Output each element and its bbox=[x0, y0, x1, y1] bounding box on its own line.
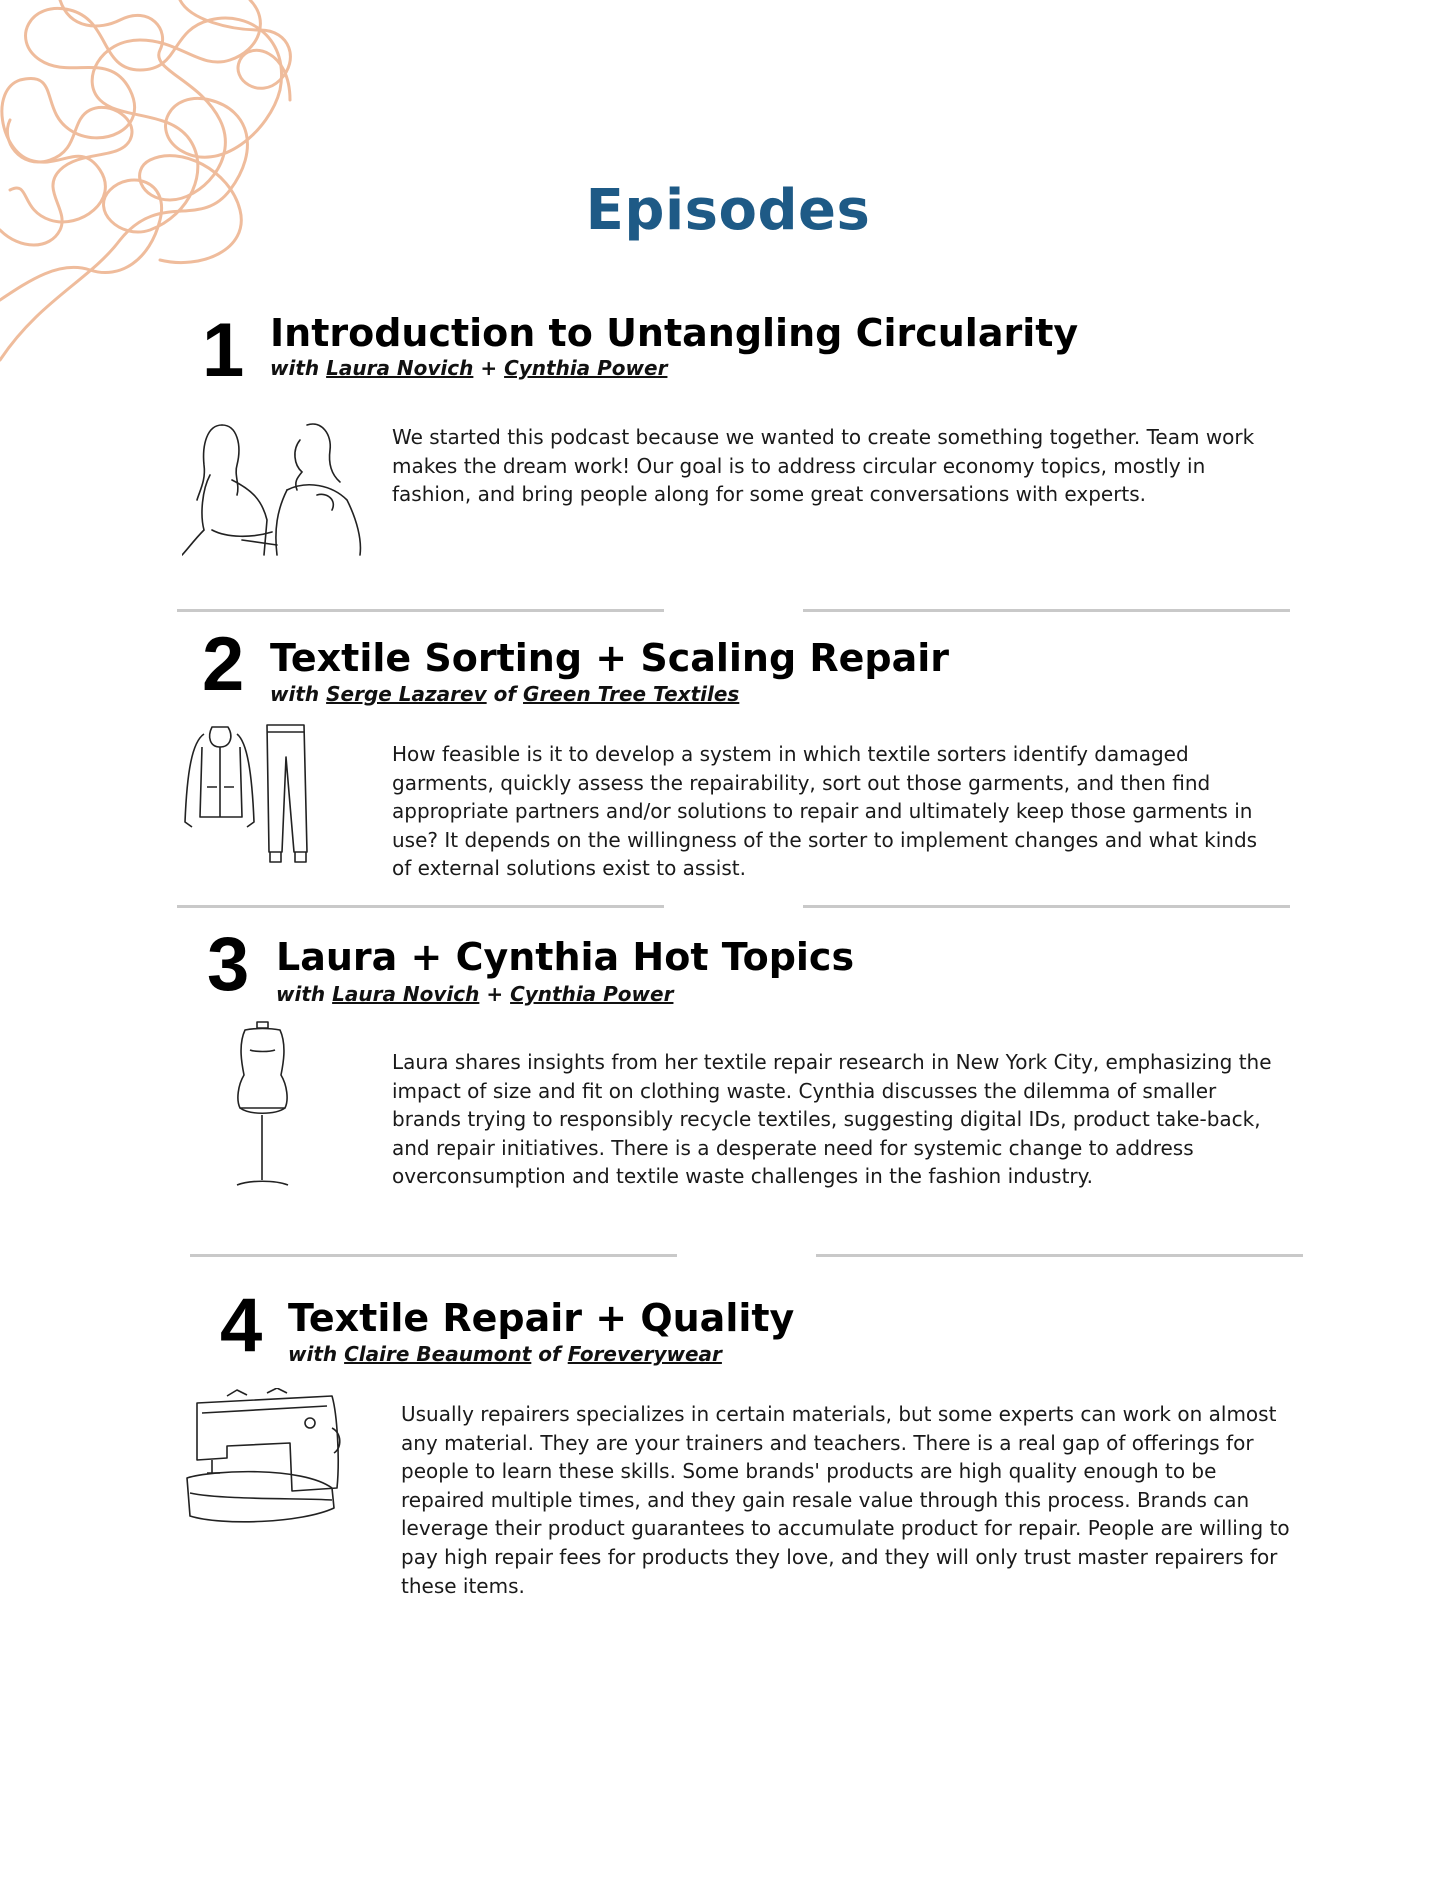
guest-link[interactable]: Serge Lazarev bbox=[326, 682, 487, 706]
guest-connector: of bbox=[493, 682, 517, 706]
episode-number: 3 bbox=[207, 922, 250, 1007]
guest-connector: + bbox=[486, 982, 504, 1006]
with-prefix: with bbox=[288, 1342, 338, 1366]
episode-title: Laura + Cynthia Hot Topics bbox=[276, 935, 855, 979]
page-title: Episodes bbox=[585, 178, 871, 243]
dress-form-illustration-icon bbox=[225, 1020, 300, 1190]
episode-number: 2 bbox=[202, 622, 245, 707]
guest-link[interactable]: Foreverywear bbox=[567, 1342, 722, 1366]
episode-guests bbox=[270, 356, 667, 380]
guest-link[interactable]: Cynthia Power bbox=[504, 356, 668, 380]
episode-description: Laura shares insights from her textile repair research in New York City, emphasizing the impact of size and fit on clothing waste. Cynthia discusses the dilemma of smaller brands trying to responsibly recycle textiles, suggesting digital IDs, product take-back, and repair initiatives. There is a desperate need for systemic change to address overconsumption and textile waste challenges in the fashion industry. bbox=[392, 1050, 1272, 1189]
guest-link[interactable]: Cynthia Power bbox=[510, 982, 674, 1006]
episode-description: We started this podcast because we wanted to create something together. Team work makes the dream work! Our goal is to address circular economy topics, mostly in fashion, and bring people along for some great conversations with experts. bbox=[392, 425, 1255, 507]
two-women-illustration-icon bbox=[182, 420, 372, 560]
episode-number: 1 bbox=[202, 308, 245, 393]
divider bbox=[177, 609, 664, 612]
guest-link[interactable]: Laura Novich bbox=[332, 982, 480, 1006]
divider bbox=[816, 1254, 1303, 1257]
episode-description: Usually repairers specializes in certain materials, but some experts can work on almost any material. They are your trainers and teachers. There is a real gap of offerings for people to learn these skills. Some brands' products are high quality enough to be repaired multiple times, and they gain resale value through this process. Brands can leverage their product guarantees to accumulate product for repair. People are willing to pay high repair fees for products they love, and they will only trust master repairers for these items. bbox=[401, 1402, 1290, 1598]
divider bbox=[190, 1254, 677, 1257]
hoodie-and-pants-illustration-icon bbox=[182, 722, 317, 867]
sewing-machine-illustration-icon bbox=[182, 1388, 342, 1528]
with-prefix: with bbox=[270, 682, 320, 706]
episode-number: 4 bbox=[220, 1283, 263, 1368]
divider bbox=[803, 905, 1290, 908]
episode-description: How feasible is it to develop a system in which textile sorters identify damaged garments, quickly assess the repairability, sort out those garments, and then find appropriate partners and/or solutions to repair and ultimately keep those garments in use? It depends on the willingness of the sorter to implement changes and what kinds of external solutions exist to assist. bbox=[392, 742, 1258, 881]
guest-link[interactable]: Green Tree Textiles bbox=[523, 682, 740, 706]
with-prefix: with bbox=[270, 356, 320, 380]
episode-title: Textile Sorting + Scaling Repair bbox=[270, 636, 950, 680]
guest-link[interactable]: Claire Beaumont bbox=[344, 1342, 532, 1366]
guest-connector: of bbox=[538, 1342, 561, 1366]
episode-guests bbox=[276, 982, 673, 1006]
guest-connector: + bbox=[480, 356, 498, 380]
with-prefix: with bbox=[276, 982, 326, 1006]
episode-title: Textile Repair + Quality bbox=[288, 1296, 795, 1340]
episode-title: Introduction to Untangling Circularity bbox=[270, 311, 1079, 355]
episode-guests bbox=[288, 1342, 722, 1366]
guest-link[interactable]: Laura Novich bbox=[326, 356, 474, 380]
episode-guests bbox=[270, 682, 739, 706]
divider bbox=[803, 609, 1290, 612]
divider bbox=[177, 905, 664, 908]
